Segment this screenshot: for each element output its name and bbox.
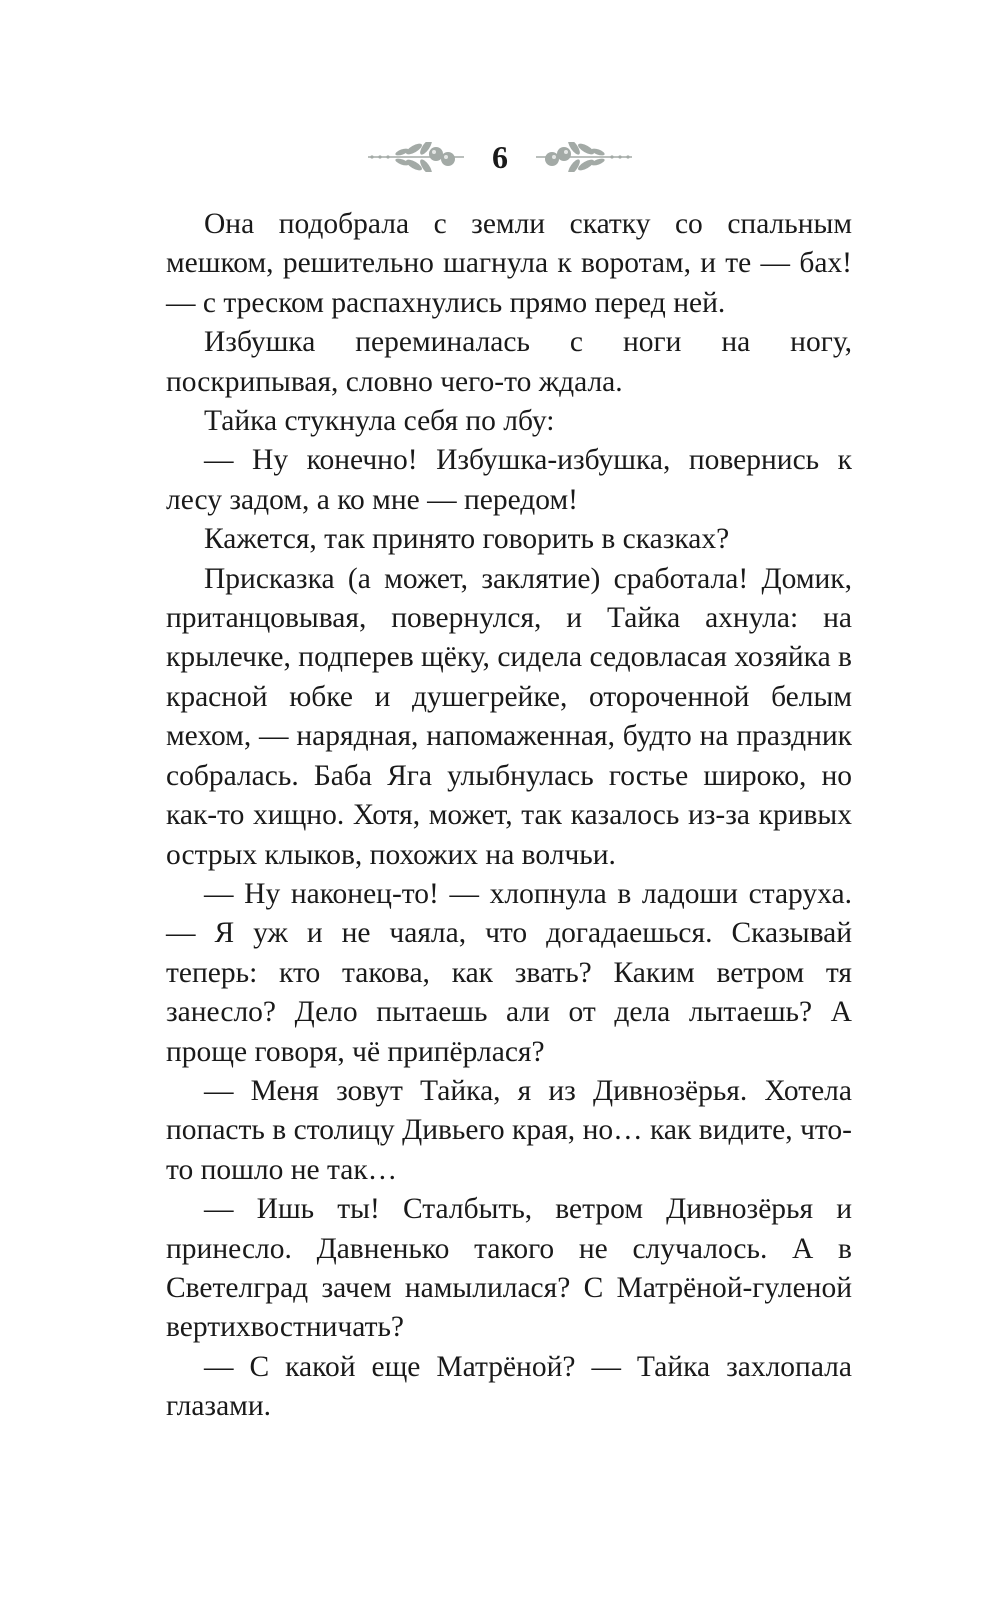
- paragraph: — Меня зовут Тайка, я из Дивнозёрья. Хотела попасть в столицу Дивьего края, но… как видите, что-то пошло не так…: [166, 1074, 852, 1186]
- paragraph: — Ишь ты! Сталбыть, ветром Дивнозёрья и принесло. Давненько такого не случалось. А в Светелград зачем намылилася? С Матрёной-гуленой вертихвостничать?: [166, 1193, 852, 1344]
- page-header: [0, 132, 1000, 182]
- body-text: [166, 205, 852, 1427]
- paragraph: Кажется, так принято говорить в сказках?: [204, 523, 730, 556]
- paragraph: Тайка стукнула себя по лбу:: [204, 405, 555, 438]
- paragraph: Избушка переминалась с ноги на ногу, поскрипывая, словно чего-то ждала.: [166, 326, 852, 398]
- paragraph: — Ну конечно! Избушка-избушка, повернись к лесу задом, а ко мне — передом!: [166, 444, 852, 516]
- page-number: 6: [492, 139, 508, 175]
- paragraph: Она подобрала с земли скатку со спальным мешком, решительно шагнула к воротам, и те — бах! — с треском распахнулись прямо перед ней.: [166, 208, 852, 319]
- paragraph: — Ну наконец-то! — хлопнула в ладоши старуха. — Я уж и не чаяла, что догадаешься. Сказывай теперь: кто такова, как звать? Каким ветром тя занесло? Дело пытаешь али от дела лытаешь? А проще говоря, чё припёрлася?: [166, 877, 852, 1068]
- olive-branch-ornament-icon: [366, 142, 466, 172]
- olive-branch-ornament-icon: [534, 142, 634, 172]
- paragraph: Присказка (а может, заклятие) сработала! Домик, пританцовывая, повернулся, и Тайка ахнула: на крылечке, подперев щёку, сидела седовласая хозяйка в красной юбке и душегрейке, отороченной белым мехом, — нарядная, напомаженная, будто на праздник собралась. Баба Яга улыбнулась гостье широко, но как-то хищно. Хотя, может, так казалось из-за кривых острых клыков, похожих на волчьи.: [166, 562, 852, 871]
- paragraph: — С какой еще Матрёной? — Тайка захлопала глазами.: [166, 1350, 852, 1423]
